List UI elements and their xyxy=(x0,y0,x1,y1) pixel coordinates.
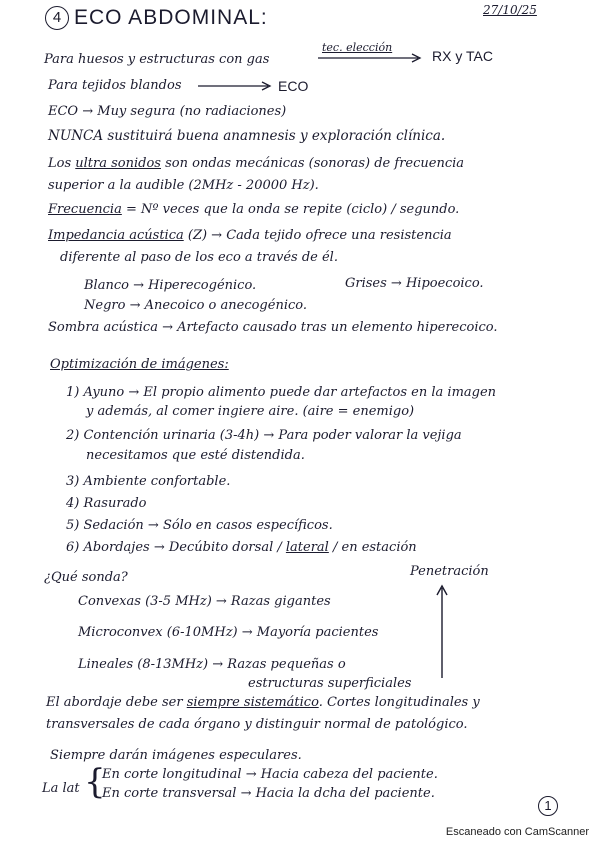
cut-longitudinal: En corte longitudinal → Hacia cabeza del paciente. xyxy=(102,767,438,782)
optimization-heading: Optimización de imágenes: xyxy=(50,357,229,372)
optim-item-1: 1) Ayuno → El propio alimento puede dar artefactos en la imagen xyxy=(66,385,497,400)
page-title: ECO ABDOMINAL: xyxy=(74,6,268,29)
optim-item-3: 3) Ambiente confortable. xyxy=(66,474,231,489)
brace-icon: { xyxy=(84,762,106,802)
lat-label: La lat xyxy=(42,781,80,796)
intro-arrow-label: tec. elección xyxy=(322,41,393,54)
eco-safe: ECO → Muy segura (no radiaciones) xyxy=(48,104,287,119)
scanner-watermark: Escaneado con CamScanner xyxy=(445,826,589,838)
intro-line-1-left: Para huesos y estructuras con gas xyxy=(44,52,270,67)
page-number: 1 xyxy=(544,798,552,813)
probe-question: ¿Qué sonda? xyxy=(44,570,128,585)
us-rest: son ondas mecánicas (sonoras) de frecuencia xyxy=(165,156,465,171)
eco-never: NUNCA sustituirá buena anamnesis y exploración clínica. xyxy=(48,128,446,144)
scanner-footer xyxy=(0,822,599,848)
us-word: ultra sonidos xyxy=(75,156,161,171)
probe-convex: Convexas (3-5 MHz) → Razas gigantes xyxy=(78,594,331,609)
intro-line-2-left: Para tejidos blandos xyxy=(48,78,182,93)
optim-item-2: 2) Contención urinaria (3-4h) → Para poder valorar la vejiga xyxy=(66,428,462,443)
optim-item-6 xyxy=(66,540,417,556)
us-line-2: superior a la audible (2MHz - 20000 Hz). xyxy=(48,178,319,193)
echo-black: Negro → Anecoico o anecogénico. xyxy=(84,298,307,313)
approach-l1-a: El abordaje debe ser xyxy=(46,695,183,710)
optim-item-4: 4) Rasurado xyxy=(66,496,147,511)
impedance-line-2: diferente al paso de los eco a través de él. xyxy=(60,250,338,265)
frequency-word: Frecuencia xyxy=(48,202,122,217)
approach-line-1 xyxy=(46,695,480,711)
optim-standing: / en estación xyxy=(332,540,417,555)
optim-item-5: 5) Sedación → Sólo en casos específicos. xyxy=(66,518,333,533)
optim-item-2b: necesitamos que esté distendida. xyxy=(86,448,305,463)
mirror-line: Siempre darán imágenes especulares. xyxy=(50,748,302,763)
intro-line-1-right: RX y TAC xyxy=(432,48,493,64)
us-prefix: Los xyxy=(48,156,72,171)
impedance-line-1 xyxy=(48,228,452,244)
up-arrow-icon xyxy=(434,584,450,680)
frequency-line xyxy=(48,202,459,218)
echo-white: Blanco → Hiperecogénico. xyxy=(84,278,257,293)
impedance-word: Impedancia acústica xyxy=(48,228,184,243)
arrow-icon xyxy=(196,80,276,92)
approach-line-2: transversales de cada órgano y distinguir normal de patológico. xyxy=(46,717,468,732)
acoustic-shadow: Sombra acústica → Artefacto causado tras un elemento hiperecoico. xyxy=(48,320,498,335)
probe-microconvex: Microconvex (6-10MHz) → Mayoría pacientes xyxy=(78,625,379,640)
impedance-rest: (Z) → Cada tejido ofrece una resistencia xyxy=(187,228,452,243)
probe-linear: Lineales (8-13MHz) → Razas pequeñas o xyxy=(78,657,346,672)
approach-l1-underlined: siempre sistemático xyxy=(186,695,319,710)
optim-item-6-text: 6) Abordajes → Decúbito dorsal / xyxy=(66,540,282,555)
section-number-circle xyxy=(45,6,69,30)
echo-grey: Grises → Hipoecoico. xyxy=(345,276,484,291)
optim-lateral: lateral xyxy=(285,540,329,555)
page-number-circle xyxy=(538,796,558,816)
approach-l1-b: . Cortes longitudinales y xyxy=(318,695,480,710)
cut-transversal: En corte transversal → Hacia la dcha del paciente. xyxy=(102,786,435,801)
date: 27/10/25 xyxy=(483,3,537,17)
intro-line-2-right: ECO xyxy=(278,78,309,94)
us-line-1 xyxy=(48,156,464,172)
probe-linear-2: estructuras superficiales xyxy=(248,676,412,691)
arrow-icon xyxy=(316,52,426,64)
optim-item-1b: y además, al comer ingiere aire. (aire = enemigo) xyxy=(86,404,415,419)
section-number: 4 xyxy=(52,9,62,26)
frequency-rest: = Nº veces que la onda se repite (ciclo) / segundo. xyxy=(125,202,460,217)
penetration-label: Penetración xyxy=(410,564,489,579)
